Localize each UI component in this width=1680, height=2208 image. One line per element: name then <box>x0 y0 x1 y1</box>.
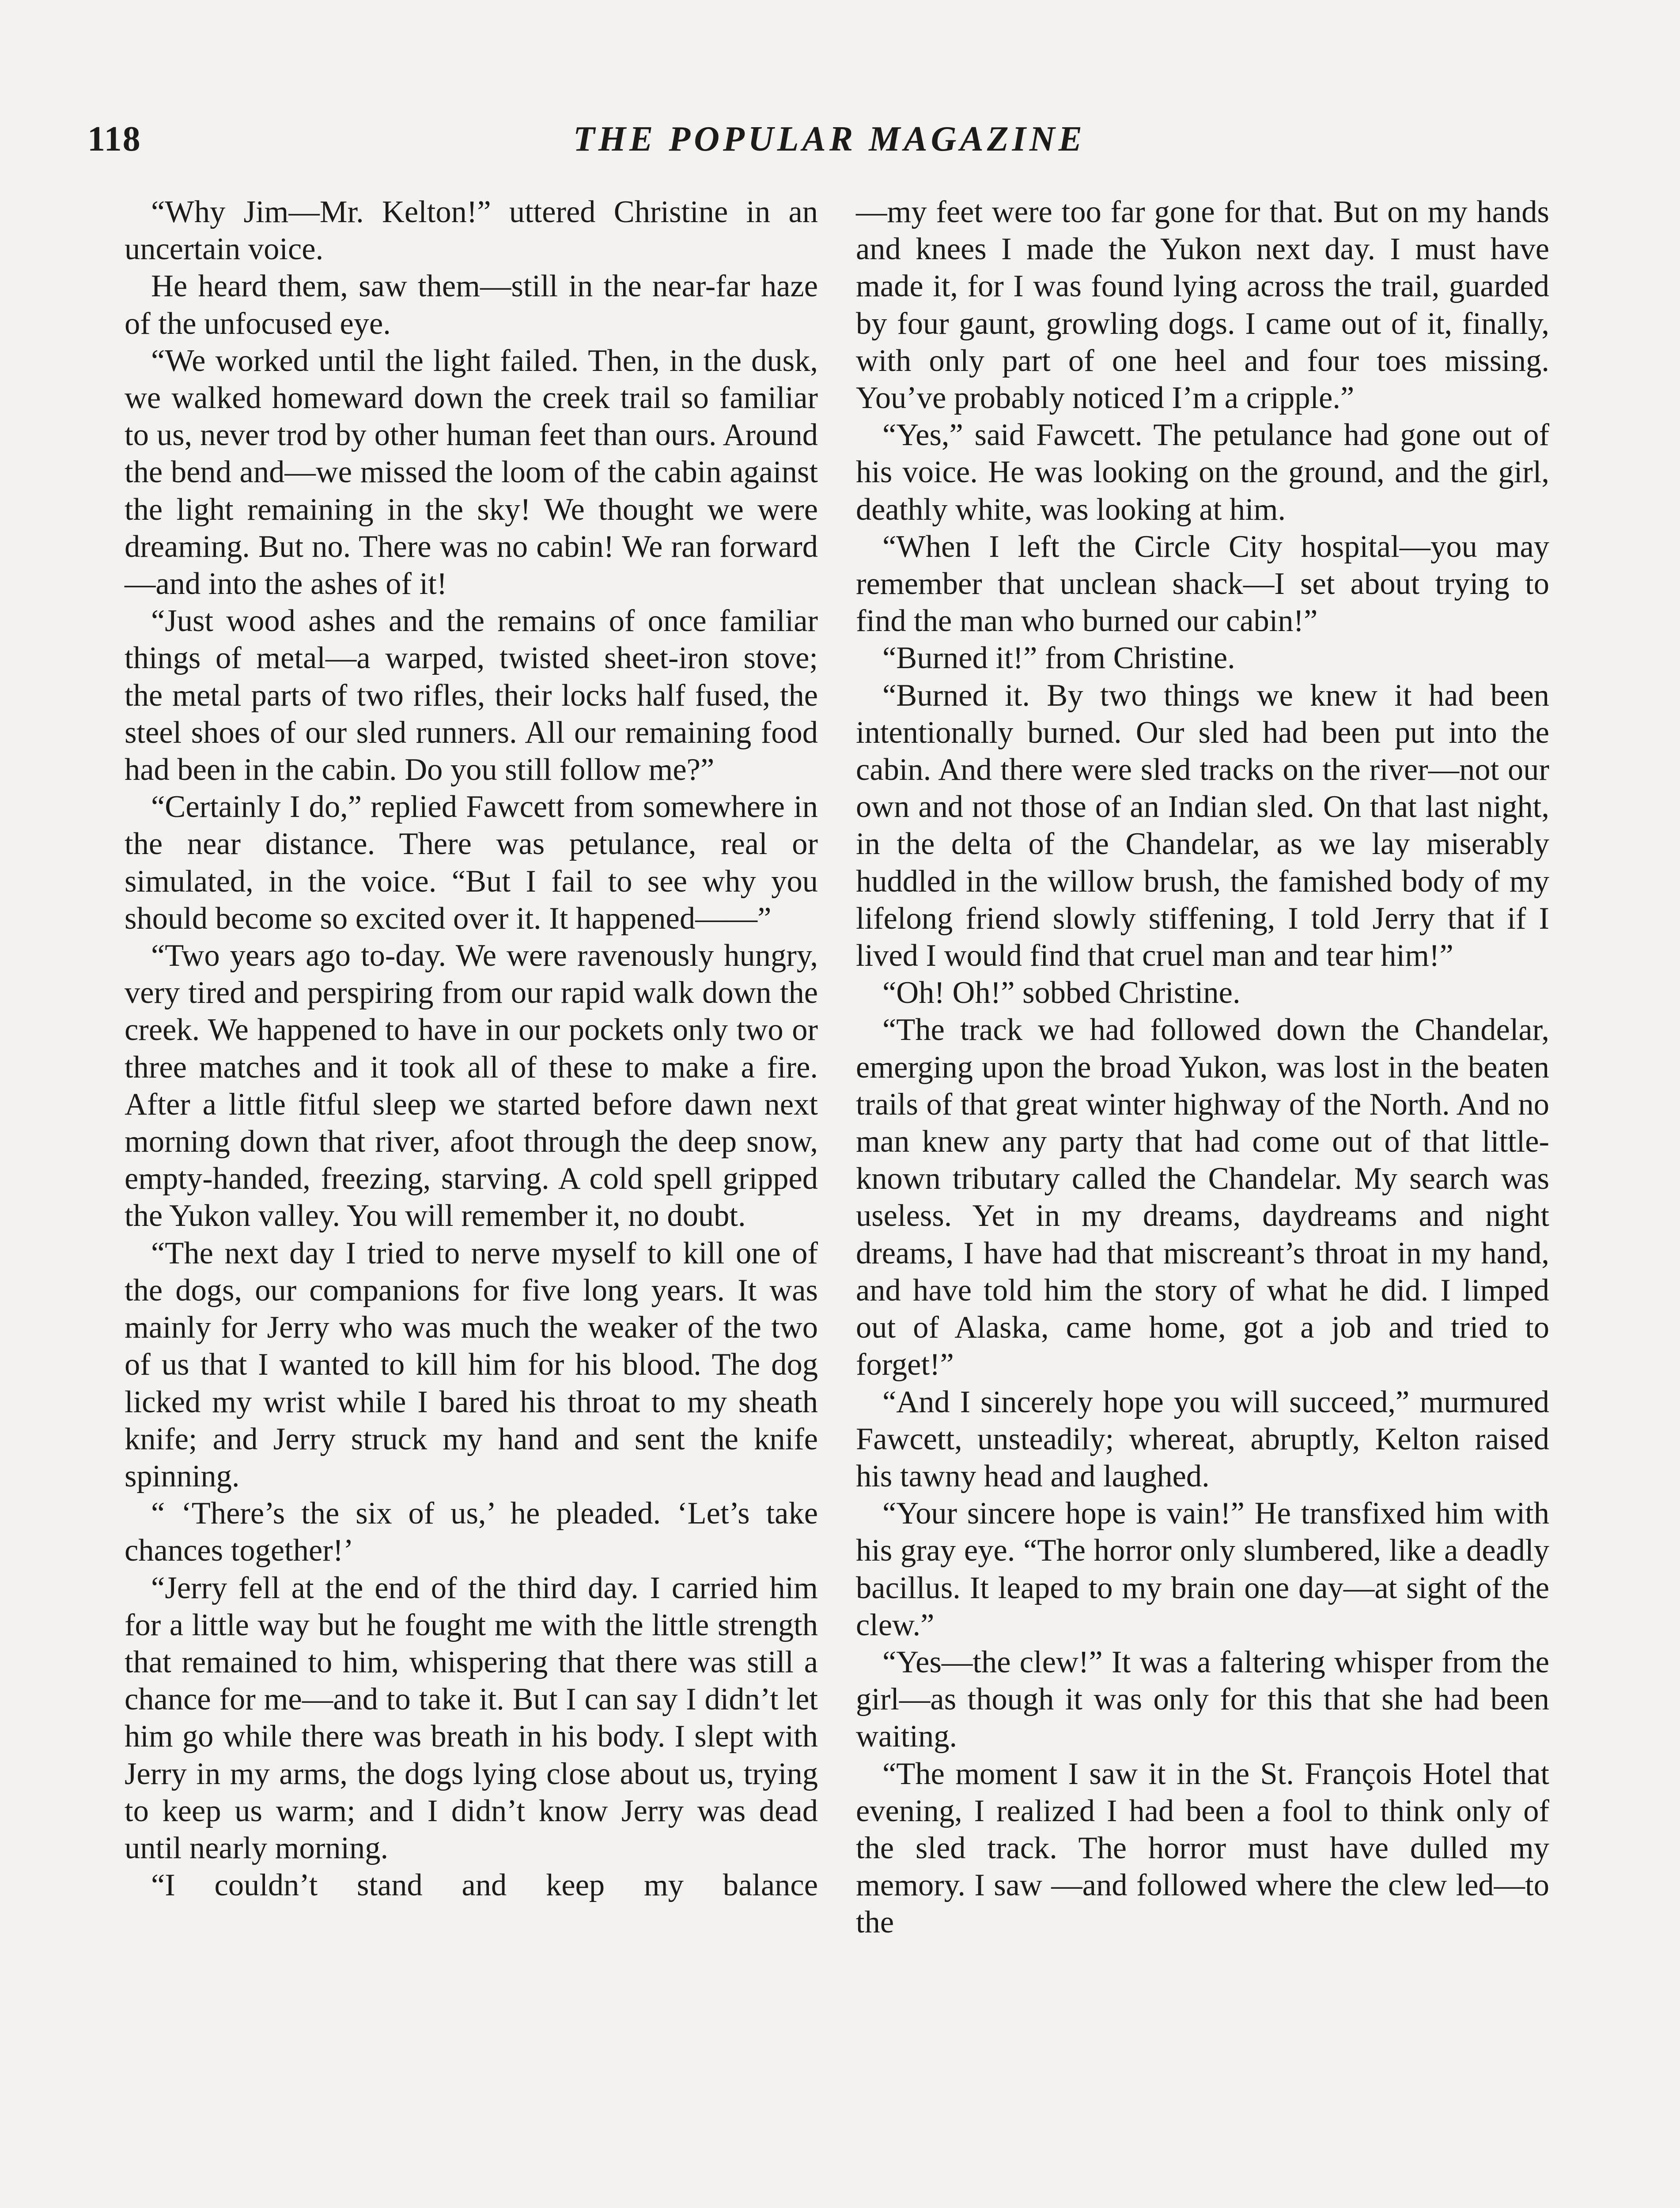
paragraph: “Why Jim—Mr. Kelton!” uttered Christine in an uncertain voice. <box>125 195 818 267</box>
paragraph: —my feet were too far gone for that. But on my hands and knees I made the Yukon next day. I must have made it, for I was found lying across the trail, guarded by four gaunt, growling dogs. I came out of it, finally, with only part of one heel and four toes missing. You’ve probably noticed I’m a cripple.” <box>856 195 1549 416</box>
paragraph: He heard them, saw them—still in the near-far haze of the unfocused eye. <box>125 269 818 341</box>
paragraph: “Certainly I do,” replied Fawcett from somewhere in the near distance. There was petulance, real or simulated, in the voice. “But I fail to see why you should become so excited over it. It happened——” <box>125 790 818 936</box>
paragraph: “Yes,” said Fawcett. The petulance had gone out of his voice. He was looking on the ground, and the girl, deathly white, was looking at him. <box>856 418 1549 527</box>
paragraph: “ ‘There’s the six of us,’ he pleaded. ‘Let’s take chances together!’ <box>125 1496 818 1568</box>
page-number: 118 <box>87 120 141 159</box>
paragraph: “Yes—the clew!” It was a faltering whisper from the girl—as though it was only for this that she had been waiting. <box>856 1645 1549 1754</box>
paragraph: “And I sincerely hope you will succeed,” murmured Fawcett, unsteadily; whereat, abruptly, Kelton raised his tawny head and laughed. <box>856 1384 1549 1493</box>
paragraph: “Burned it. By two things we knew it had been intentionally burned. Our sled had been put into the cabin. And there were sled tracks on the river—not our own and not those of an Indian sled. On that last night, in the delta of the Chandelar, as we lay miserably huddled in the willow brush, the famished body of my lifelong friend slowly stiffening, I told Jerry that if I lived I would find that cruel man and tear him!” <box>856 678 1549 973</box>
paragraph: “Two years ago to-day. We were ravenously hungry, very tired and perspiring from our rapid walk down the creek. We happened to have in our pockets only two or three matches and it took all of these to make a fire. After a little fitful sleep we started before dawn next morning down that river, afoot through the deep snow, empty-handed, freezing, starving. A cold spell gripped the Yukon valley. You will remember it, no doubt. <box>125 938 818 1233</box>
paragraph: “Your sincere hope is vain!” He transfixed him with his gray eye. “The horror only slumbered, like a deadly bacillus. It leaped to my brain one day—at sight of the clew.” <box>856 1496 1549 1642</box>
paragraph: “Oh! Oh!” sobbed Christine. <box>882 975 1241 1010</box>
left-column <box>125 193 818 1904</box>
right-column <box>856 193 1549 1941</box>
paragraph: “The next day I tried to nerve myself to kill one of the dogs, our companions for five long years. It was mainly for Jerry who was much the weaker of the two of us that I wanted to kill him for his blood. The dog licked my wrist while I bared his throat to my sheath knife; and Jerry struck my hand and sent the knife spinning. <box>125 1236 818 1493</box>
paragraph: “The moment I saw it in the St. François Hotel that evening, I realized I had been a fool to think only of the sled track. The horror must have dulled my memory. I saw —and followed where the clew led—to the <box>856 1756 1549 1940</box>
page-header <box>87 119 1571 168</box>
paragraph: “Jerry fell at the end of the third day. I carried him for a little way but he fought me with the little strength that remained to him, whispering that there was still a chance for me—and to take it. But I can say I didn’t let him go while there was breath in his body. I slept with Jerry in my arms, the dogs lying close about us, trying to keep us warm; and I didn’t know Jerry was dead until nearly morning. <box>125 1570 818 1865</box>
running-title: THE POPULAR MAGAZINE <box>573 120 1086 159</box>
paragraph: “The track we had followed down the Chandelar, emerging upon the broad Yukon, was lost in the beaten trails of that great winter highway of the North. And no man knew any party that had come out of that little-known tributary called the Chandelar. My search was useless. Yet in my dreams, daydreams and night dreams, I have had that miscreant’s throat in my hand, and have told him the story of what he did. I limped out of Alaska, came home, got a job and tried to forget!” <box>856 1013 1549 1382</box>
paragraph: “We worked until the light failed. Then, in the dusk, we walked homeward down the creek trail so familiar to us, never trod by other human feet than ours. Around the bend and—we missed the loom of the cabin against the light remaining in the sky! We thought we were dreaming. But no. There was no cabin! We ran forward—and into the ashes of it! <box>125 343 818 601</box>
paragraph: “Burned it!” from Christine. <box>882 641 1235 676</box>
paragraph: “Just wood ashes and the remains of once familiar things of metal—a warped, twisted sheet-iron stove; the metal parts of two rifles, their locks half fused, the steel shoes of our sled runners. All our remaining food had been in the cabin. Do you still follow me?” <box>125 604 818 787</box>
paragraph: “When I left the Circle City hospital—you may remember that unclean shack—I set about trying to find the man who burned our cabin!” <box>856 529 1549 639</box>
paragraph: “I couldn’t stand and keep my balance <box>151 1868 818 1903</box>
